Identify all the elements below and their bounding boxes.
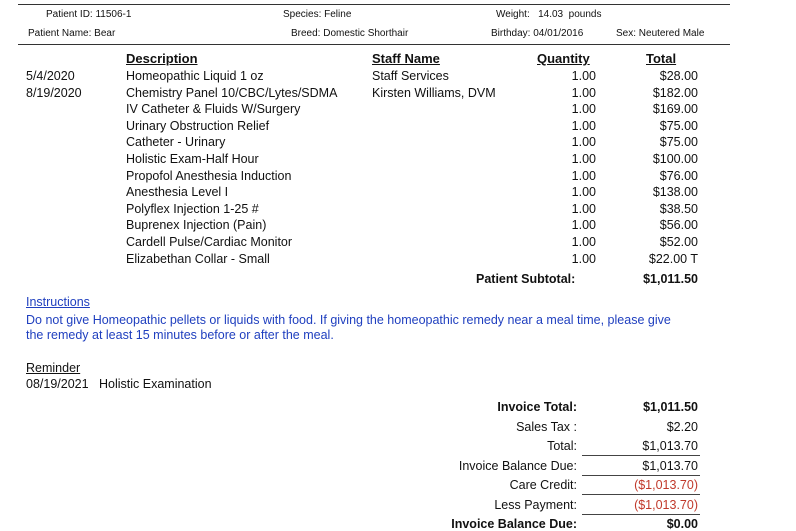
totals-label: Invoice Balance Due:	[458, 458, 577, 473]
breed-value: Domestic Shorthair	[323, 28, 409, 39]
item-quantity: 1.00	[571, 168, 596, 183]
patient-name-value: Bear	[94, 28, 116, 39]
item-total: $169.00	[652, 102, 698, 117]
item-quantity: 1.00	[571, 185, 596, 200]
birthday-label: Birthday:	[491, 28, 531, 39]
item-total: $75.00	[659, 135, 698, 150]
patient-name-label: Patient Name:	[28, 28, 92, 39]
item-description: Cardell Pulse/Cardiac Monitor	[126, 235, 293, 249]
item-description: Propofol Anesthesia Induction	[126, 168, 292, 183]
reminder-title: Reminder	[26, 361, 81, 375]
item-staff: Kirsten Williams, DVM	[372, 85, 496, 100]
item-description: Catheter - Urinary	[126, 135, 226, 150]
instructions-title: Instructions	[26, 295, 90, 309]
item-quantity: 1.00	[571, 69, 596, 83]
breed-label: Breed:	[291, 28, 321, 39]
item-total: $100.00	[652, 152, 698, 166]
item-quantity: 1.00	[571, 235, 596, 249]
service-date: 5/4/2020	[26, 69, 75, 83]
totals-value: $2.20	[666, 419, 698, 434]
item-total: $76.00	[659, 168, 698, 183]
item-description: Holistic Exam-Half Hour	[126, 152, 259, 166]
item-quantity: 1.00	[571, 201, 596, 216]
col-header-staff: Staff Name	[372, 51, 440, 66]
reminder-entry	[26, 377, 212, 391]
patient-id-value: 11506-1	[95, 9, 132, 20]
item-quantity: 1.00	[571, 135, 596, 150]
subtotal-label: Patient Subtotal:	[476, 272, 576, 286]
item-description: Urinary Obstruction Relief	[126, 118, 270, 133]
breed-row	[291, 28, 408, 39]
sex-label: Sex:	[616, 28, 637, 39]
item-description: Chemistry Panel 10/CBC/Lytes/SDMA	[126, 85, 338, 100]
totals-value: $1,011.50	[643, 400, 698, 414]
weight-value: 14.03	[538, 9, 564, 20]
item-total: $28.00	[659, 69, 698, 83]
weight-unit: pounds	[568, 9, 602, 20]
item-total: $182.00	[652, 85, 698, 100]
item-description: Homeopathic Liquid 1 oz	[126, 69, 264, 83]
totals-value: $0.00	[666, 517, 698, 531]
species-value: Feline	[324, 9, 352, 20]
item-total: $52.00	[659, 235, 698, 249]
col-header-total: Total	[646, 51, 677, 66]
totals-rule	[582, 455, 700, 456]
item-total: $22.00 T	[648, 251, 698, 266]
item-quantity: 1.00	[571, 152, 596, 166]
sex-row	[616, 28, 704, 39]
totals-value: ($1,013.70)	[634, 478, 698, 492]
col-header-quantity: Quantity	[537, 51, 590, 66]
reminder-date: 08/19/2021	[26, 377, 89, 391]
item-description: Anesthesia Level I	[126, 185, 229, 200]
item-quantity: 1.00	[571, 85, 596, 100]
totals-rule	[582, 475, 700, 476]
totals-label: Invoice Total:	[497, 400, 577, 414]
sex-value: Neutered Male	[638, 28, 705, 39]
item-total: $38.50	[659, 201, 698, 216]
subtotal-value: $1,011.50	[643, 272, 698, 286]
item-description: Polyflex Injection 1-25 #	[126, 201, 259, 216]
totals-label: Invoice Balance Due:	[451, 517, 577, 531]
totals-rule	[582, 494, 700, 495]
item-staff: Staff Services	[372, 69, 449, 83]
patient-name-row	[28, 28, 115, 39]
header-top-rule	[18, 4, 730, 5]
totals-value: $1,013.70	[642, 439, 698, 453]
item-description: Buprenex Injection (Pain)	[126, 218, 267, 233]
item-quantity: 1.00	[571, 102, 596, 117]
species-label: Species:	[283, 9, 322, 20]
birthday-row	[491, 28, 583, 39]
totals-value: $1,013.70	[642, 458, 698, 473]
header-bottom-rule	[18, 44, 730, 45]
weight-row	[496, 9, 601, 20]
item-quantity: 1.00	[571, 251, 596, 266]
instructions-line-2: the remedy at least 15 minutes before or after the meal.	[26, 328, 334, 342]
totals-label: Total:	[547, 439, 577, 453]
totals-label: Sales Tax :	[516, 419, 577, 434]
totals-value: ($1,013.70)	[634, 497, 698, 512]
totals-rule	[582, 514, 700, 515]
totals-label: Less Payment:	[494, 497, 577, 512]
birthday-value: 04/01/2016	[533, 28, 584, 39]
weight-label: Weight:	[496, 9, 530, 20]
item-total: $138.00	[652, 185, 698, 200]
totals-label: Care Credit:	[509, 478, 577, 492]
item-total: $75.00	[659, 118, 698, 133]
species-row	[283, 9, 351, 20]
item-quantity: 1.00	[571, 118, 596, 133]
item-total: $56.00	[659, 218, 698, 233]
item-description: IV Catheter & Fluids W/Surgery	[126, 102, 301, 117]
patient-id-row	[46, 9, 131, 20]
service-date: 8/19/2020	[26, 86, 82, 100]
instructions-line-1: Do not give Homeopathic pellets or liquids with food. If giving the homeopathic remedy near a meal time, please give	[26, 313, 671, 327]
item-quantity: 1.00	[571, 218, 596, 233]
item-description: Elizabethan Collar - Small	[126, 251, 270, 266]
col-header-description: Description	[126, 51, 198, 66]
reminder-text: Holistic Examination	[98, 377, 212, 391]
patient-id-label: Patient ID:	[46, 9, 93, 20]
